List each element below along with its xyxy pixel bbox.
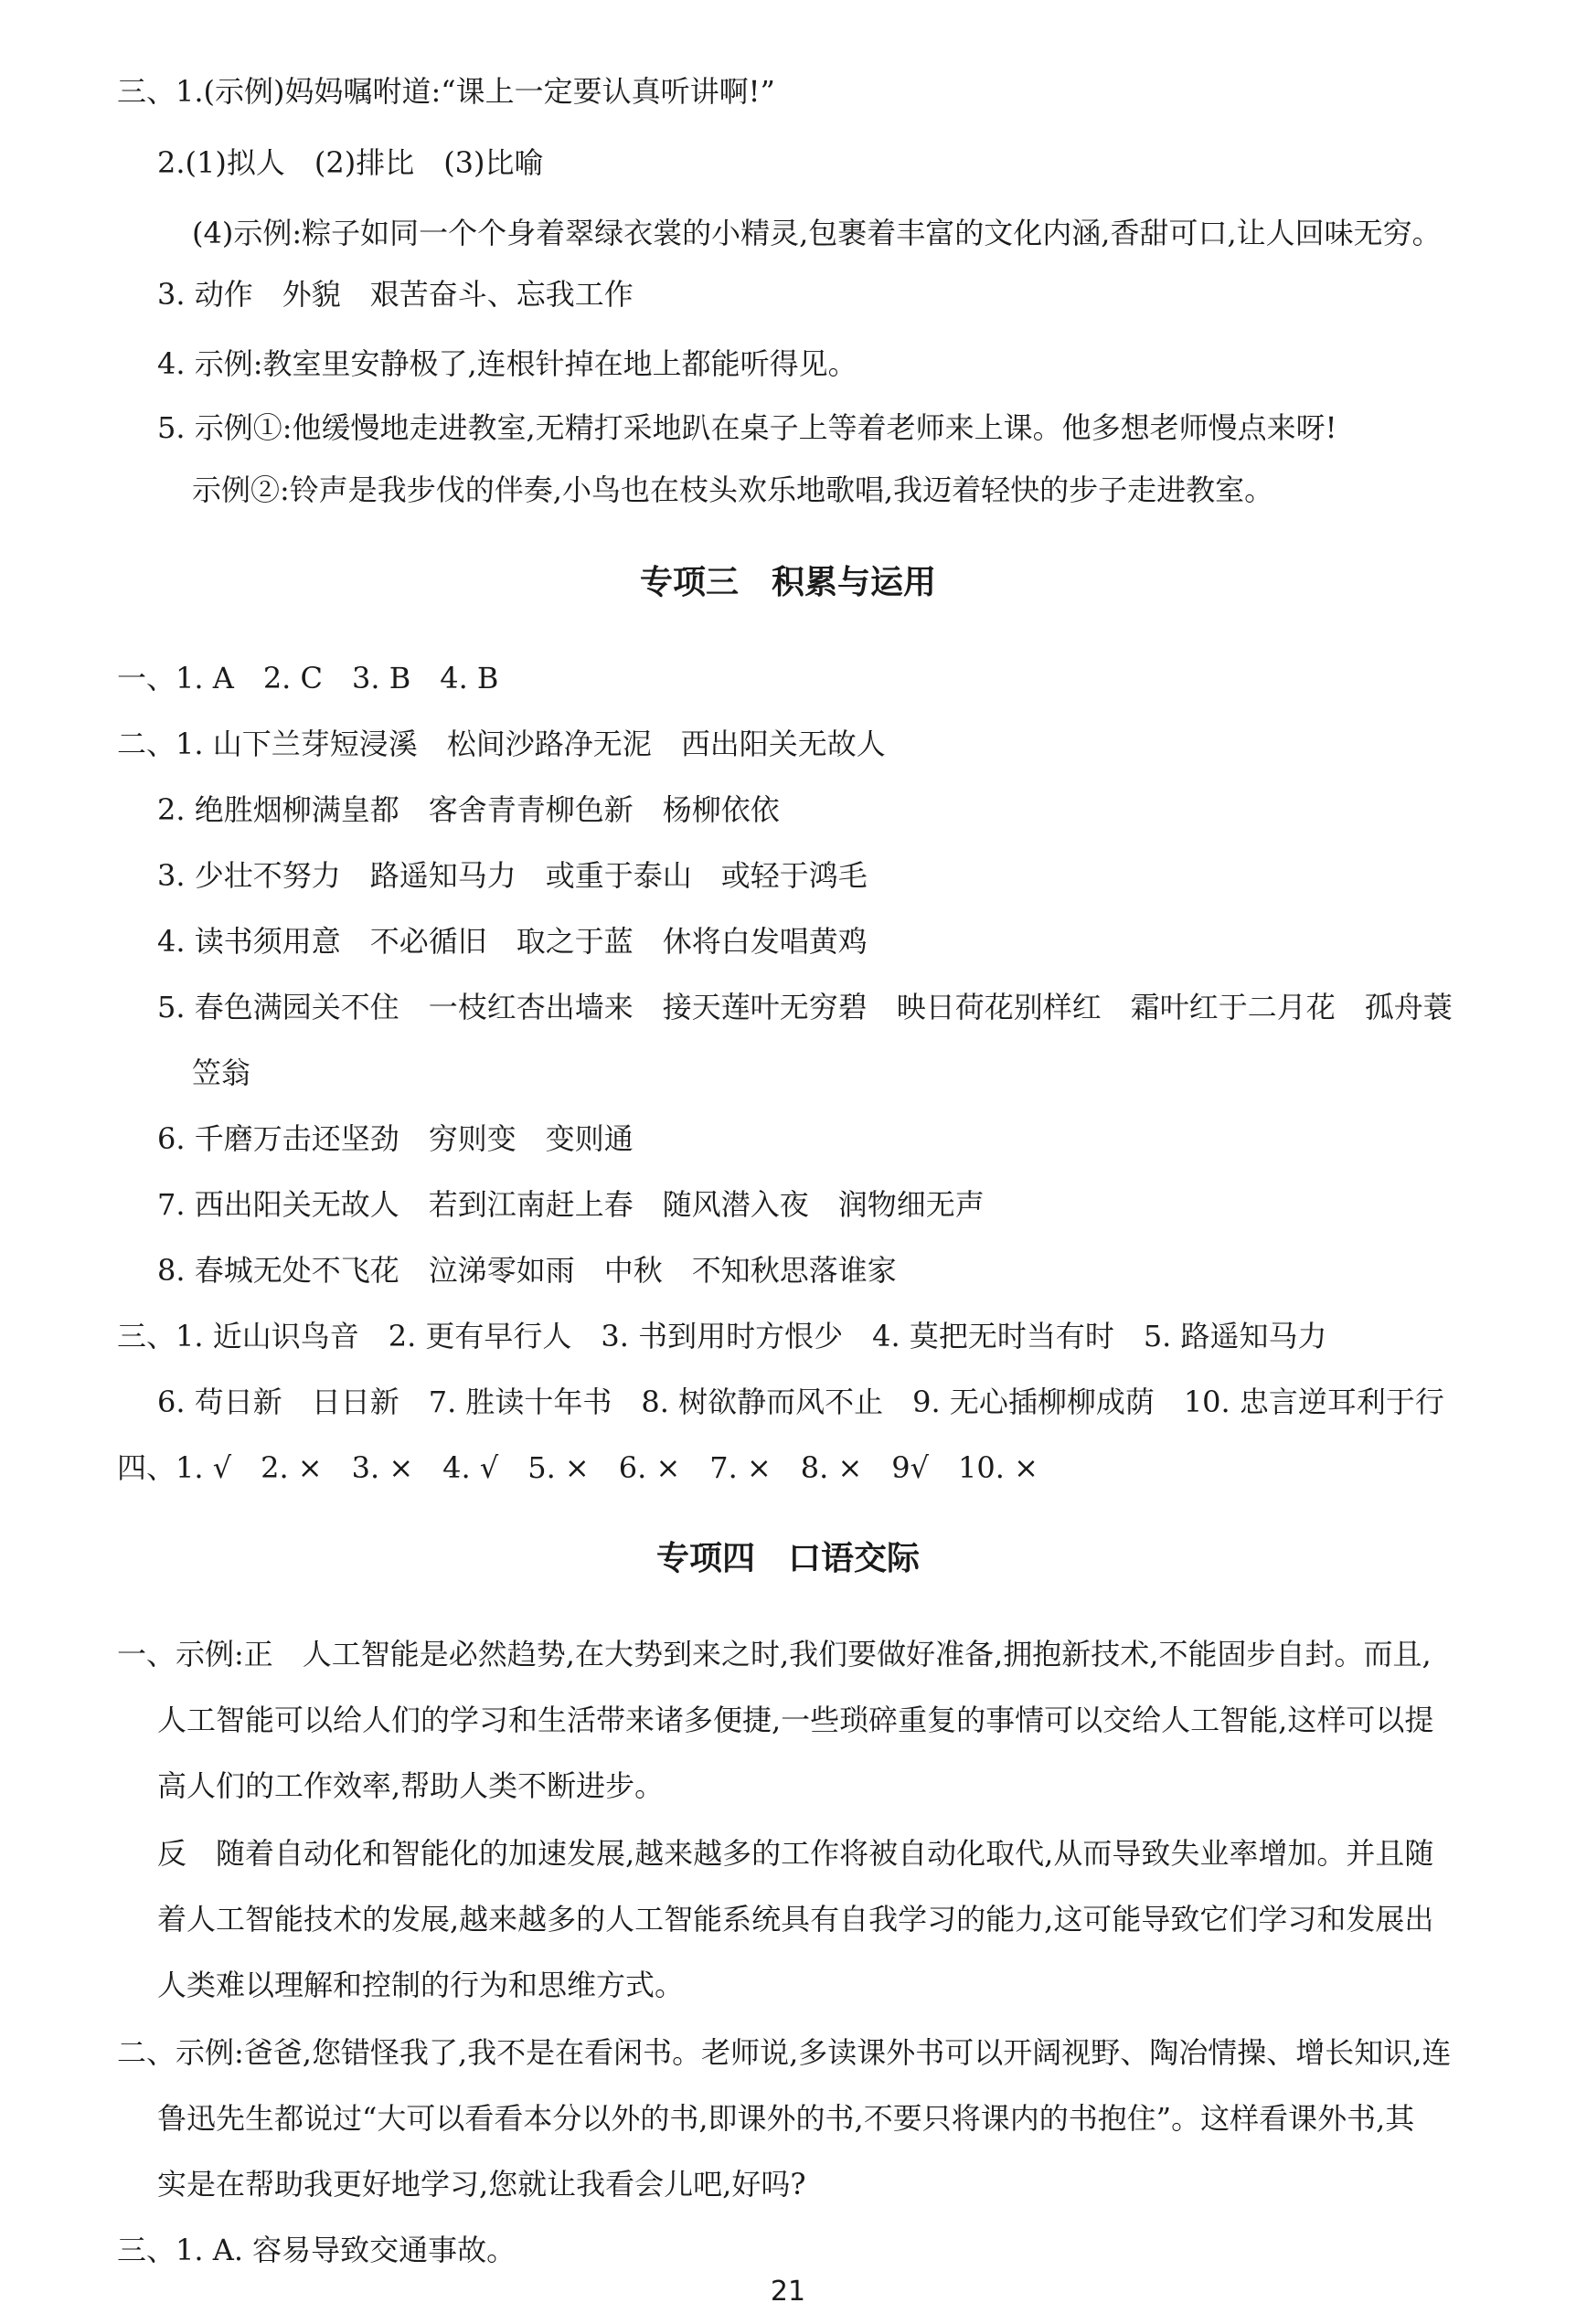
answer-line: 2. 绝胜烟柳满皇都 客舍青青柳色新 杨柳依依 [157, 792, 780, 827]
answer-line: 示例②:铃声是我步伐的伴奏,小鸟也在枝头欢乐地歌唱,我迈着轻快的步子走进教室。 [192, 472, 1274, 507]
answer-line: 二、示例:爸爸,您错怪我了,我不是在看闲书。老师说,多读课外书可以开阔视野、陶冶情操、增长知识,连 [117, 2035, 1452, 2070]
section-heading: 专项三 积累与运用 [639, 564, 936, 601]
answer-line: 5. 春色满园关不住 一枝红杏出墙来 接天莲叶无穷碧 映日荷花别样红 霜叶红于二月花 孤舟蓑 [157, 990, 1453, 1024]
answer-line: 5. 示例①:他缓慢地走进教室,无精打采地趴在桌子上等着老师来上课。他多想老师慢点来呀! [157, 410, 1337, 445]
answer-line: 7. 西出阳关无故人 若到江南赶上春 随风潜入夜 润物细无声 [157, 1187, 985, 1222]
answer-line: 三、1.(示例)妈妈嘱咐道:“课上一定要认真听讲啊!” [117, 74, 775, 109]
answer-line: 着人工智能技术的发展,越来越多的人工智能系统具有自我学习的能力,这可能导致它们学习和发展出 [157, 1902, 1434, 1937]
answer-line: 三、1. 近山识鸟音 2. 更有早行人 3. 书到用时方恨少 4. 莫把无时当有时 5. 路遥知马力 [117, 1319, 1327, 1353]
answer-line: 四、1. √ 2. × 3. × 4. √ 5. × 6. × 7. × 8. × 9√ 10. × [117, 1450, 1038, 1485]
answer-line: 3. 少壮不努力 路遥知马力 或重于泰山 或轻于鸿毛 [157, 858, 868, 893]
answer-line: 6. 苟日新 日日新 7. 胜读十年书 8. 树欲静而风不止 9. 无心插柳柳成荫 10. 忠言逆耳利于行 [157, 1385, 1444, 1419]
answer-line: 一、1. A 2. C 3. B 4. B [117, 661, 499, 695]
answer-line: 二、1. 山下兰芽短浸溪 松间沙路净无泥 西出阳关无故人 [117, 727, 886, 761]
answer-line: 鲁迅先生都说过“大可以看看本分以外的书,即课外的书,不要只将课内的书抱住”。这样看课外书,其 [157, 2101, 1415, 2136]
page-number: 21 [770, 2276, 806, 2308]
answer-line: 2.(1)拟人 (2)排比 (3)比喻 [157, 145, 544, 180]
answer-line: 6. 千磨万击还坚劲 穷则变 变则通 [157, 1121, 634, 1156]
answer-line: 一、示例:正 人工智能是必然趋势,在大势到来之时,我们要做好准备,拥抱新技术,不能固步自封。而且, [117, 1637, 1432, 1671]
answer-line: (4)示例:粽子如同一个个身着翠绿衣裳的小精灵,包裹着丰富的文化内涵,香甜可口,让人回味无穷。 [192, 216, 1442, 250]
answer-line: 4. 读书须用意 不必循旧 取之于蓝 休将白发唱黄鸡 [157, 924, 868, 959]
answer-line: 人工智能可以给人们的学习和生活带来诸多便捷,一些琐碎重复的事情可以交给人工智能,这样可以提 [157, 1703, 1434, 1737]
section-heading: 专项四 口语交际 [655, 1540, 920, 1577]
answer-line: 三、1. A. 容易导致交通事故。 [117, 2233, 516, 2267]
answer-line: 高人们的工作效率,帮助人类不断进步。 [157, 1768, 665, 1803]
answer-line: 笠翁 [192, 1056, 251, 1090]
answer-line: 3. 动作 外貌 艰苦奋斗、忘我工作 [157, 277, 634, 312]
answer-line: 实是在帮助我更好地学习,您就让我看会儿吧,好吗? [157, 2167, 806, 2202]
answer-line: 人类难以理解和控制的行为和思维方式。 [157, 1968, 685, 2002]
answer-line: 8. 春城无处不飞花 泣涕零如雨 中秋 不知秋思落谁家 [157, 1253, 897, 1288]
answer-line: 4. 示例:教室里安静极了,连根针掉在地上都能听得见。 [157, 346, 857, 381]
answer-line: 反 随着自动化和智能化的加速发展,越来越多的工作将被自动化取代,从而导致失业率增加。并且随 [157, 1836, 1434, 1871]
